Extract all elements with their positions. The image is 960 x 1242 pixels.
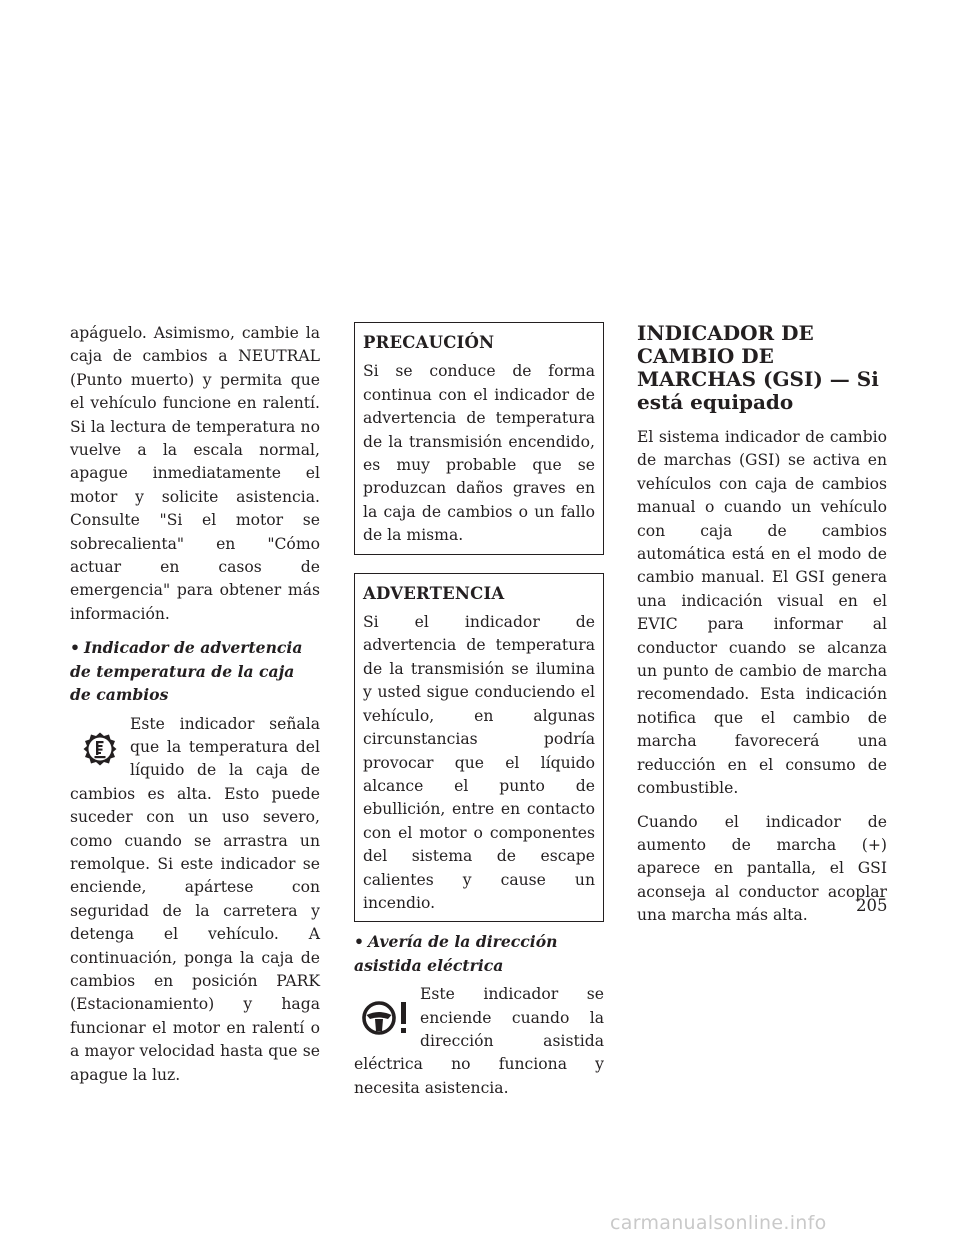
bullet-dot: • xyxy=(354,932,364,952)
caution-body: Si se conduce de forma continua con el indicador de advertencia de temperatura de la transmisión encendido, es muy probable que se produzcan daños graves en la caja de cambios o un fallo de la misma. xyxy=(363,362,595,545)
page-number: 205 xyxy=(856,896,888,915)
paragraph-transmission-temp: Este indicador señala que la temperatura del líquido de la caja de cambios es alta. Esto puede suceder con un uso severo, como cuando se arrastra un remolque. Si este indicador se enciende, apártese con seguridad de la carretera y detenga el vehículo. A continuación, ponga la caja de cambios en posición PARK (Estacionamiento) y haga funcionar el motor en ralentí o a mayor velocidad hasta que se apague la luz. xyxy=(70,714,320,1084)
caution-title: PRECAUCIÓN xyxy=(363,333,495,352)
icon-paragraph-power-steering xyxy=(354,983,604,1100)
watermark: carmanualsonline.info xyxy=(610,1212,827,1234)
paragraph-overheat-continued: apáguelo. Asimismo, cambie la caja de cambios a NEUTRAL (Punto muerto) y permita que el vehículo funcione en ralentí. Si la lectura de temperatura no vuelve a la escala normal, apague inmediatamente el motor y solicite asistencia. Consulte "Si el motor se sobrecalienta" en "Cómo actuar en casos de emergencia" para obtener más información. xyxy=(70,324,320,623)
column-left xyxy=(70,322,320,1097)
paragraph-power-steering: Este indicador se enciende cuando la dirección asistida eléctrica no funciona y necesita asistencia. xyxy=(354,985,604,1097)
caution-box xyxy=(354,322,604,555)
bullet-heading-text: Indicador de advertencia de temperatura de la caja de cambios xyxy=(70,638,303,705)
warning-body: Si el indicador de advertencia de temperatura de la transmisión se ilumina y usted sigue conduciendo el vehículo, en algunas circunstancias podría provocar que el líquido alcance el punto de ebullición, entre en contacto con el motor o componentes del sistema de escape calientes y cause un incendio. xyxy=(363,613,595,912)
warning-box xyxy=(354,573,604,923)
bullet-heading-transmission-temp xyxy=(70,636,320,706)
warning-title: ADVERTENCIA xyxy=(363,583,505,603)
icon-paragraph-transmission-temp xyxy=(70,713,320,1088)
paragraph-gsi-2: Cuando el indicador de aumento de marcha (+) aparece en pantalla, el GSI aconseja al conductor acoplar una marcha más alta. xyxy=(637,812,887,925)
column-right xyxy=(637,322,887,938)
bullet-heading-text: Avería de la dirección asistida eléctrica xyxy=(354,932,558,975)
section-title-gsi: INDICADOR DE CAMBIO DE MARCHAS (GSI) — Si está equipado xyxy=(637,321,879,414)
bullet-dot: • xyxy=(70,638,80,658)
column-middle xyxy=(354,322,604,1110)
bullet-heading-power-steering xyxy=(354,930,604,977)
electric-power-steering-warning-icon xyxy=(354,983,420,1053)
paragraph-gsi-1: El sistema indicador de cambio de marchas (GSI) se activa en vehículos con caja de cambios manual o cuando un vehículo con caja de cambios automática está en el modo de cambio manual. El GSI genera una indicación visual en el EVIC para informar al conductor cuando se alcanza un punto de cambio de marcha recomendado. Esta indicación notifica que el cambio de marcha favorecerá una reducción en el consumo de combustible. xyxy=(637,428,887,798)
transmission-temperature-warning-icon xyxy=(70,713,130,783)
